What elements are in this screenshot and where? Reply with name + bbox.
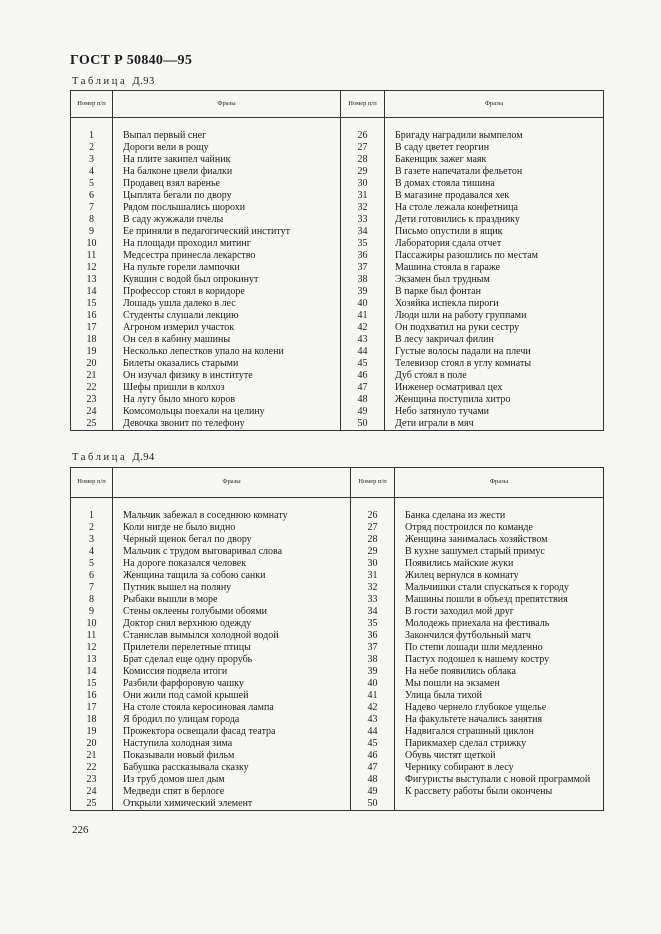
row-number: 33 <box>341 214 385 226</box>
phrase-cell: На факультете начались занятия <box>395 714 604 726</box>
phrase-cell: Он сел в кабину машины <box>113 334 341 346</box>
row-number: 27 <box>341 142 385 154</box>
table-row <box>71 690 604 702</box>
phrase-cell: На балконе цвели фиалки <box>113 166 341 178</box>
phrase-cell: Он изучал физику в институте <box>113 370 341 382</box>
table-row <box>71 642 604 654</box>
row-number: 3 <box>71 154 113 166</box>
table-row <box>71 346 604 358</box>
row-number: 1 <box>71 130 113 142</box>
row-number: 48 <box>341 394 385 406</box>
phrase-cell: На лугу было много коров <box>113 394 341 406</box>
row-number: 35 <box>351 618 395 630</box>
row-number: 46 <box>341 370 385 382</box>
row-number: 14 <box>71 286 113 298</box>
column-header-number: Номер п/п <box>341 91 385 118</box>
phrase-cell: Выпал первый снег <box>113 130 341 142</box>
row-number: 45 <box>351 738 395 750</box>
phrase-cell: Бакенщик зажег маяк <box>385 154 604 166</box>
table-row <box>71 322 604 334</box>
phrase-cell: Чернику собирают в лесу <box>395 762 604 774</box>
phrase-cell: Густые волосы падали на плечи <box>385 346 604 358</box>
caption-number: Д.94 <box>132 452 155 463</box>
phrase-cell: Женщина тащила за собою санки <box>113 570 351 582</box>
table-row <box>71 334 604 346</box>
table-row <box>71 406 604 418</box>
phrase-cell: Фигуристы выступали с новой программой <box>395 774 604 786</box>
table-row <box>71 714 604 726</box>
column-header-phrases: Фразы <box>113 468 351 498</box>
row-number: 22 <box>71 382 113 394</box>
spacer-cell <box>71 498 113 511</box>
phrase-cell: На столе лежала конфетница <box>385 202 604 214</box>
row-number: 7 <box>71 582 113 594</box>
table-row <box>71 630 604 642</box>
phrase-cell: По степи лошади шли медленно <box>395 642 604 654</box>
table-row <box>71 558 604 570</box>
spacer-cell <box>395 498 604 511</box>
phrase-cell: В лесу закричал филин <box>385 334 604 346</box>
table-row <box>71 522 604 534</box>
phrase-cell: Брат сделал еще одну прорубь <box>113 654 351 666</box>
row-number: 37 <box>351 642 395 654</box>
row-number: 1 <box>71 510 113 522</box>
row-number: 28 <box>341 154 385 166</box>
row-number: 24 <box>71 786 113 798</box>
spacer-cell <box>341 118 385 131</box>
row-number: 30 <box>351 558 395 570</box>
row-number: 31 <box>341 190 385 202</box>
phrase-cell: Девочка звонит по телефону <box>113 418 341 431</box>
table-row <box>71 166 604 178</box>
phrase-cell: Агроном измерил участок <box>113 322 341 334</box>
phrase-cell: Разбили фарфоровую чашку <box>113 678 351 690</box>
phrase-cell: Мы пошли на экзамен <box>395 678 604 690</box>
row-number: 39 <box>341 286 385 298</box>
row-number: 11 <box>71 250 113 262</box>
row-number: 17 <box>71 702 113 714</box>
phrase-cell: Лаборатория сдала отчет <box>385 238 604 250</box>
row-number: 47 <box>341 382 385 394</box>
row-number: 48 <box>351 774 395 786</box>
row-number: 34 <box>351 606 395 618</box>
phrase-cell: Продавец взял варенье <box>113 178 341 190</box>
table-row <box>71 510 604 522</box>
table-row <box>71 786 604 798</box>
phrase-cell: Дети играли в мяч <box>385 418 604 431</box>
phrase-cell: Мальчик с трудом выговаривал слова <box>113 546 351 558</box>
phrase-cell: В гости заходил мой друг <box>395 606 604 618</box>
row-number: 17 <box>71 322 113 334</box>
phrase-cell: Открыли химический элемент <box>113 798 351 811</box>
table-d93 <box>70 90 604 431</box>
phrase-cell: На пульте горели лампочки <box>113 262 341 274</box>
row-number: 27 <box>351 522 395 534</box>
table-row <box>71 130 604 142</box>
column-header-phrases: Фразы <box>113 91 341 118</box>
row-number: 44 <box>341 346 385 358</box>
table-row <box>71 214 604 226</box>
phrase-cell: Наступила холодная зима <box>113 738 351 750</box>
phrase-cell: Улица была тихой <box>395 690 604 702</box>
phrase-cell: Черный щенок бегал по двору <box>113 534 351 546</box>
table-caption-d93 <box>72 76 155 87</box>
phrase-cell: Билеты оказались старыми <box>113 358 341 370</box>
table-row <box>71 262 604 274</box>
phrase-cell: Закончился футбольный матч <box>395 630 604 642</box>
spacer-cell <box>351 498 395 511</box>
row-number: 12 <box>71 642 113 654</box>
row-number: 15 <box>71 298 113 310</box>
table-row <box>71 358 604 370</box>
table-d94 <box>70 467 604 811</box>
row-number: 19 <box>71 346 113 358</box>
phrase-cell: Показывали новый фильм <box>113 750 351 762</box>
table-caption-d94 <box>72 452 155 463</box>
phrase-cell: Станислав вымылся холодной водой <box>113 630 351 642</box>
row-number: 13 <box>71 274 113 286</box>
phrase-cell: Машина стояла в гараже <box>385 262 604 274</box>
table-row <box>71 226 604 238</box>
table-row <box>71 178 604 190</box>
phrase-cell: Мальчик забежал в соседнюю комнату <box>113 510 351 522</box>
phrase-cell: Шефы пришли в колхоз <box>113 382 341 394</box>
phrase-cell: Кувшин с водой был опрокинут <box>113 274 341 286</box>
row-number: 45 <box>341 358 385 370</box>
row-number: 40 <box>341 298 385 310</box>
phrase-cell: Появились майские жуки <box>395 558 604 570</box>
row-number: 18 <box>71 714 113 726</box>
table-row <box>71 190 604 202</box>
phrase-cell: Рядом послышались шорохи <box>113 202 341 214</box>
row-number: 22 <box>71 762 113 774</box>
row-number: 39 <box>351 666 395 678</box>
spacer-row <box>71 118 604 131</box>
row-number: 34 <box>341 226 385 238</box>
row-number: 41 <box>341 310 385 322</box>
table-row <box>71 238 604 250</box>
row-number: 7 <box>71 202 113 214</box>
phrase-cell: В кухне зашумел старый примус <box>395 546 604 558</box>
spacer-cell <box>113 118 341 131</box>
table-row <box>71 762 604 774</box>
row-number: 29 <box>341 166 385 178</box>
phrase-cell: Банка сделана из жести <box>395 510 604 522</box>
phrase-cell: Студенты слушали лекцию <box>113 310 341 322</box>
phrase-cell: Отряд построился по команде <box>395 522 604 534</box>
column-header-number: Номер п/п <box>71 91 113 118</box>
table-row <box>71 394 604 406</box>
table-row <box>71 702 604 714</box>
row-number: 5 <box>71 178 113 190</box>
row-number: 26 <box>341 130 385 142</box>
row-number: 9 <box>71 226 113 238</box>
phrase-cell: Прилетели перелетные птицы <box>113 642 351 654</box>
table-row <box>71 666 604 678</box>
row-number: 6 <box>71 570 113 582</box>
row-number: 38 <box>351 654 395 666</box>
table-row <box>71 606 604 618</box>
phrase-cell: Прожектора освещали фасад театра <box>113 726 351 738</box>
row-number: 11 <box>71 630 113 642</box>
phrase-cell: Из труб домов шел дым <box>113 774 351 786</box>
row-number: 26 <box>351 510 395 522</box>
phrase-cell: Небо затянуло тучами <box>385 406 604 418</box>
row-number: 47 <box>351 762 395 774</box>
caption-number: Д.93 <box>132 76 155 87</box>
phrase-cell: Несколько лепестков упало на колени <box>113 346 341 358</box>
phrase-cell: Он подхватил на руки сестру <box>385 322 604 334</box>
phrase-cell: В домах стояла тишина <box>385 178 604 190</box>
row-number: 3 <box>71 534 113 546</box>
row-number: 49 <box>351 786 395 798</box>
phrase-cell: Профессор стоял в коридоре <box>113 286 341 298</box>
phrase-cell: Молодежь приехала на фестиваль <box>395 618 604 630</box>
row-number: 21 <box>71 750 113 762</box>
table-row <box>71 750 604 762</box>
row-number: 29 <box>351 546 395 558</box>
phrase-cell: Женщина поступила хитро <box>385 394 604 406</box>
phrase-cell: Доктор снял верхнюю одежду <box>113 618 351 630</box>
row-number: 36 <box>351 630 395 642</box>
row-number: 16 <box>71 310 113 322</box>
table-row <box>71 726 604 738</box>
row-number: 35 <box>341 238 385 250</box>
phrase-cell: Лошадь ушла далеко в лес <box>113 298 341 310</box>
row-number: 37 <box>341 262 385 274</box>
phrase-cell: Дуб стоял в поле <box>385 370 604 382</box>
row-number: 5 <box>71 558 113 570</box>
page-number: 226 <box>72 824 89 836</box>
phrase-cell: В парке был фонтан <box>385 286 604 298</box>
table-row <box>71 418 604 431</box>
row-number: 38 <box>341 274 385 286</box>
phrase-cell: Они жили под самой крышей <box>113 690 351 702</box>
row-number: 8 <box>71 594 113 606</box>
phrase-cell: Экзамен был трудным <box>385 274 604 286</box>
table-body <box>71 118 604 431</box>
row-number: 20 <box>71 358 113 370</box>
row-number: 12 <box>71 262 113 274</box>
table-row <box>71 534 604 546</box>
table-row <box>71 310 604 322</box>
phrase-cell: Цыплята бегали по двору <box>113 190 341 202</box>
phrase-cell: Путник вышел на поляну <box>113 582 351 594</box>
row-number: 33 <box>351 594 395 606</box>
row-number: 30 <box>341 178 385 190</box>
row-number: 2 <box>71 522 113 534</box>
table-row <box>71 250 604 262</box>
table-row <box>71 382 604 394</box>
phrase-cell: Телевизор стоял в углу комнаты <box>385 358 604 370</box>
phrase-cell: Коли нигде не было видно <box>113 522 351 534</box>
table-row <box>71 142 604 154</box>
table-row <box>71 594 604 606</box>
phrase-cell: Дети готовились к празднику <box>385 214 604 226</box>
spacer-cell <box>385 118 604 131</box>
row-number: 15 <box>71 678 113 690</box>
phrase-cell: Люди шли на работу группами <box>385 310 604 322</box>
table-row <box>71 738 604 750</box>
phrase-cell: В саду жужжали пчелы <box>113 214 341 226</box>
row-number: 44 <box>351 726 395 738</box>
row-number: 42 <box>351 702 395 714</box>
table-row <box>71 298 604 310</box>
row-number: 23 <box>71 774 113 786</box>
phrase-cell: Мальчишки стали спускаться к городу <box>395 582 604 594</box>
row-number: 50 <box>341 418 385 431</box>
table-row <box>71 202 604 214</box>
row-number: 8 <box>71 214 113 226</box>
phrase-cell: На плите закипел чайник <box>113 154 341 166</box>
column-header-number: Номер п/п <box>351 468 395 498</box>
table-row <box>71 154 604 166</box>
table-body <box>71 498 604 811</box>
row-number: 2 <box>71 142 113 154</box>
column-header-phrases: Фразы <box>385 91 604 118</box>
row-number: 42 <box>341 322 385 334</box>
phrase-cell: На небе появились облака <box>395 666 604 678</box>
row-number: 14 <box>71 666 113 678</box>
phrase-cell: Комиссия подвела итоги <box>113 666 351 678</box>
caption-word: Таблица <box>72 76 128 87</box>
column-header-phrases: Фразы <box>395 468 604 498</box>
table-row <box>71 370 604 382</box>
row-number: 10 <box>71 238 113 250</box>
table-row <box>71 774 604 786</box>
row-number: 28 <box>351 534 395 546</box>
row-number: 10 <box>71 618 113 630</box>
row-number: 43 <box>341 334 385 346</box>
phrase-cell: На столе стояла керосиновая лампа <box>113 702 351 714</box>
row-number: 13 <box>71 654 113 666</box>
phrase-cell: Женщина занималась хозяйством <box>395 534 604 546</box>
table-row <box>71 546 604 558</box>
table-row <box>71 582 604 594</box>
table-row <box>71 274 604 286</box>
table-row <box>71 678 604 690</box>
phrase-cell: В саду цветет георгин <box>385 142 604 154</box>
row-number: 43 <box>351 714 395 726</box>
row-number: 32 <box>341 202 385 214</box>
table-row <box>71 618 604 630</box>
phrase-cell: На дороге показался человек <box>113 558 351 570</box>
phrase-cell: Бригаду наградили вымпелом <box>385 130 604 142</box>
row-number: 19 <box>71 726 113 738</box>
row-number: 23 <box>71 394 113 406</box>
phrase-cell: Хозяйка испекла пироги <box>385 298 604 310</box>
row-number: 46 <box>351 750 395 762</box>
phrase-cell: Стены оклеены голубыми обоями <box>113 606 351 618</box>
row-number: 18 <box>71 334 113 346</box>
row-number: 49 <box>341 406 385 418</box>
phrase-cell: Письмо опустили в ящик <box>385 226 604 238</box>
phrase-cell: Бабушка рассказывала сказку <box>113 762 351 774</box>
phrase-cell: Рыбаки вышли в море <box>113 594 351 606</box>
spacer-cell <box>113 498 351 511</box>
phrase-cell: К рассвету работы были окончены <box>395 786 604 798</box>
row-number: 24 <box>71 406 113 418</box>
phrase-cell: Я бродил по улицам города <box>113 714 351 726</box>
phrase-cell: Комсомольцы поехали на целину <box>113 406 341 418</box>
row-number: 16 <box>71 690 113 702</box>
row-number: 21 <box>71 370 113 382</box>
phrase-cell: Ее приняли в педагогический институт <box>113 226 341 238</box>
table-row <box>71 286 604 298</box>
phrase-cell: Обувь чистят щеткой <box>395 750 604 762</box>
phrase-cell <box>395 798 604 811</box>
phrase-cell: Пастух подошел к нашему костру <box>395 654 604 666</box>
row-number: 6 <box>71 190 113 202</box>
phrase-cell: Пассажиры разошлись по местам <box>385 250 604 262</box>
row-number: 25 <box>71 418 113 431</box>
row-number: 50 <box>351 798 395 811</box>
column-header-number: Номер п/п <box>71 468 113 498</box>
phrase-cell: Дороги вели в рощу <box>113 142 341 154</box>
phrase-cell: Медведи спят в берлоге <box>113 786 351 798</box>
phrase-cell: Надево чернело глубокое ущелье <box>395 702 604 714</box>
row-number: 4 <box>71 166 113 178</box>
phrase-cell: В магазине продавался хек <box>385 190 604 202</box>
table-row <box>71 654 604 666</box>
row-number: 20 <box>71 738 113 750</box>
phrase-cell: Машины пошли в объезд препятствия <box>395 594 604 606</box>
caption-word: Таблица <box>72 452 128 463</box>
phrase-cell: Надвигался страшный циклон <box>395 726 604 738</box>
row-number: 41 <box>351 690 395 702</box>
spacer-cell <box>71 118 113 131</box>
table-row <box>71 798 604 811</box>
phrase-cell: На площади проходил митинг <box>113 238 341 250</box>
phrase-cell: Жилец вернулся в комнату <box>395 570 604 582</box>
phrase-cell: Парикмахер сделал стрижку <box>395 738 604 750</box>
row-number: 4 <box>71 546 113 558</box>
row-number: 32 <box>351 582 395 594</box>
row-number: 36 <box>341 250 385 262</box>
phrase-cell: В газете напечатали фельетон <box>385 166 604 178</box>
row-number: 31 <box>351 570 395 582</box>
document-header: ГОСТ Р 50840—95 <box>70 53 193 68</box>
phrase-cell: Медсестра принесла лекарство <box>113 250 341 262</box>
spacer-row <box>71 498 604 511</box>
table-row <box>71 570 604 582</box>
row-number: 40 <box>351 678 395 690</box>
phrase-cell: Инженер осматривал цех <box>385 382 604 394</box>
row-number: 9 <box>71 606 113 618</box>
row-number: 25 <box>71 798 113 811</box>
